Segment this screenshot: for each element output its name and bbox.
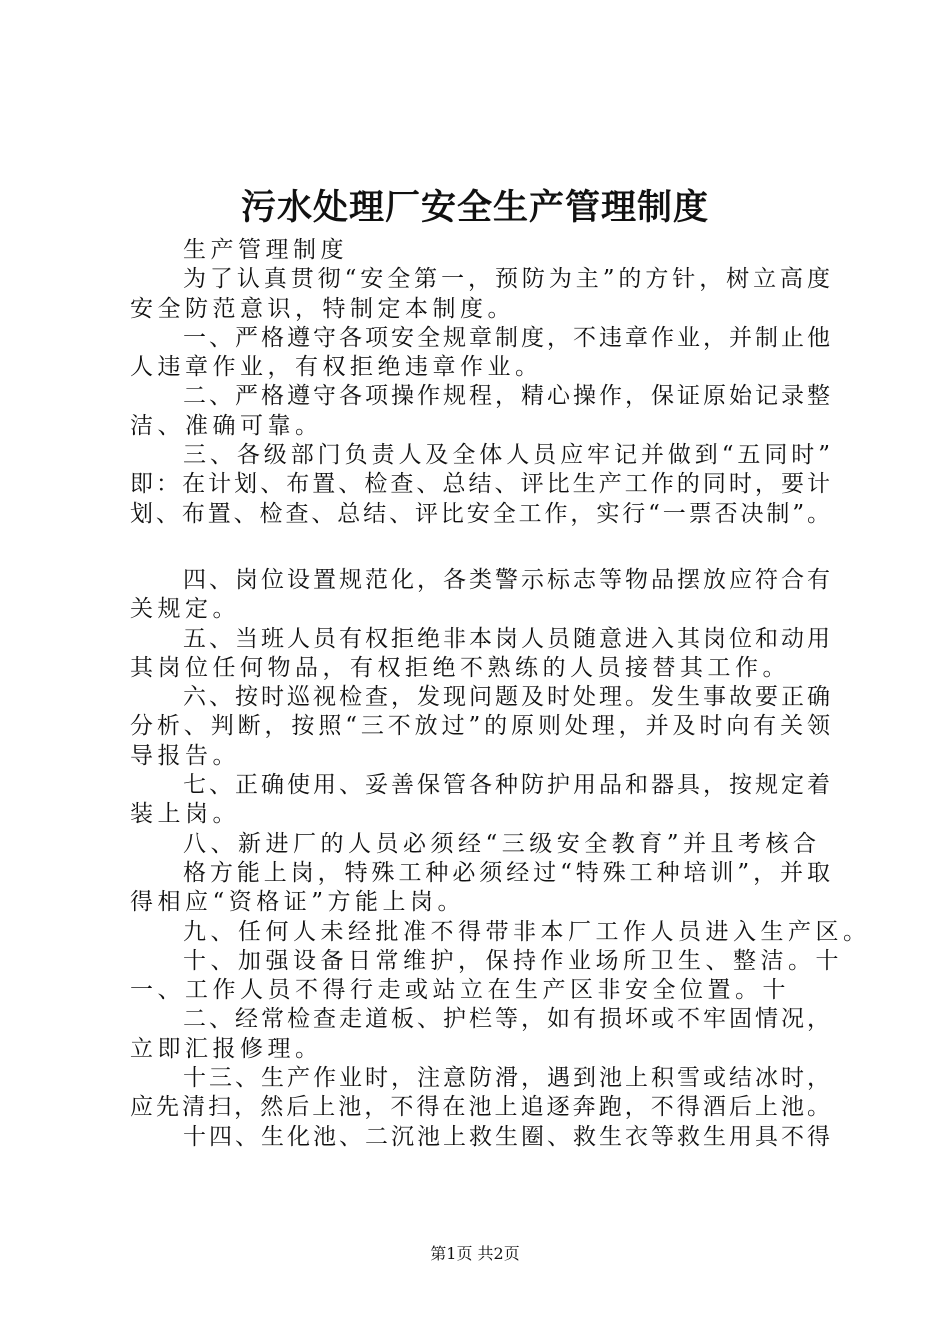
paragraph-line: 三、各级部门负责人及全体人员应牢记并做到“五同时” bbox=[183, 442, 830, 469]
paragraph-line: 一、工作人员不得行走或站立在生产区非安全位置。十 bbox=[130, 977, 790, 1004]
paragraph-line: 十、加强设备日常维护，保持作业场所卫生、整洁。十 bbox=[183, 947, 843, 974]
paragraph-line: 人违章作业，有权拒绝违章作业。 bbox=[130, 354, 543, 381]
paragraph-line: 划、布置、检查、总结、评比安全工作，实行“一票否决制”。 bbox=[130, 500, 830, 527]
paragraph-line: 八、新进厂的人员必须经“三级安全教育”并且考核合 bbox=[183, 830, 821, 857]
paragraph-line: 安全防范意识，特制定本制度。 bbox=[130, 295, 515, 322]
paragraph-line: 洁、准确可靠。 bbox=[130, 412, 323, 439]
paragraph-line: 四、岗位设置规范化，各类警示标志等物品摆放应符合有 bbox=[183, 566, 830, 593]
document-body bbox=[130, 236, 871, 1152]
blank-line bbox=[130, 529, 830, 566]
paragraph-line: 导报告。 bbox=[130, 742, 240, 769]
paragraph-line: 二、经常检查走道板、护栏等，如有损坏或不牢固情况， bbox=[183, 1006, 830, 1033]
paragraph-line: 得相应“资格证”方能上岗。 bbox=[130, 889, 466, 916]
paragraph-line: 九、任何人未经批准不得带非本厂工作人员进入生产区。 bbox=[183, 918, 871, 945]
paragraph-line: 应先清扫，然后上池，不得在池上追逐奔跑，不得酒后上池。 bbox=[130, 1094, 830, 1121]
paragraph-line: 装上岗。 bbox=[130, 801, 240, 828]
paragraph-line: 关规定。 bbox=[130, 596, 240, 623]
paragraph-line: 格方能上岗，特殊工种必须经过“特殊工种培训”，并取 bbox=[183, 859, 830, 886]
paragraph-line: 六、按时巡视检查，发现问题及时处理。发生事故要正确 bbox=[183, 684, 830, 711]
paragraph-line: 其岗位任何物品，有权拒绝不熟练的人员接替其工作。 bbox=[130, 654, 790, 681]
page-title: 污水处理厂安全生产管理制度 bbox=[240, 187, 709, 228]
page-footer: 第1页 共2页 bbox=[430, 1244, 520, 1263]
paragraph-line: 二、严格遵守各项操作规程，精心操作，保证原始记录整 bbox=[183, 383, 830, 410]
paragraph-line: 十四、生化池、二沉池上救生圈、救生衣等救生用具不得 bbox=[183, 1123, 830, 1150]
paragraph-line: 一、严格遵守各项安全规章制度，不违章作业，并制止他 bbox=[183, 324, 830, 351]
paragraph-line: 为了认真贯彻“安全第一，预防为主”的方针，树立高度 bbox=[183, 266, 830, 293]
paragraph-line: 五、当班人员有权拒绝非本岗人员随意进入其岗位和动用 bbox=[183, 625, 830, 652]
paragraph-line: 十三、生产作业时，注意防滑，遇到池上积雪或结冰时， bbox=[183, 1065, 830, 1092]
paragraph-line: 分析、判断，按照“三不放过”的原则处理，并及时向有关领 bbox=[130, 713, 830, 740]
paragraph-line: 即：在计划、布置、检查、总结、评比生产工作的同时，要计 bbox=[130, 471, 830, 498]
paragraph-line: 立即汇报修理。 bbox=[130, 1035, 323, 1062]
paragraph-line: 七、正确使用、妥善保管各种防护用品和器具，按规定着 bbox=[183, 772, 830, 799]
paragraph-line: 生产管理制度 bbox=[183, 237, 348, 263]
